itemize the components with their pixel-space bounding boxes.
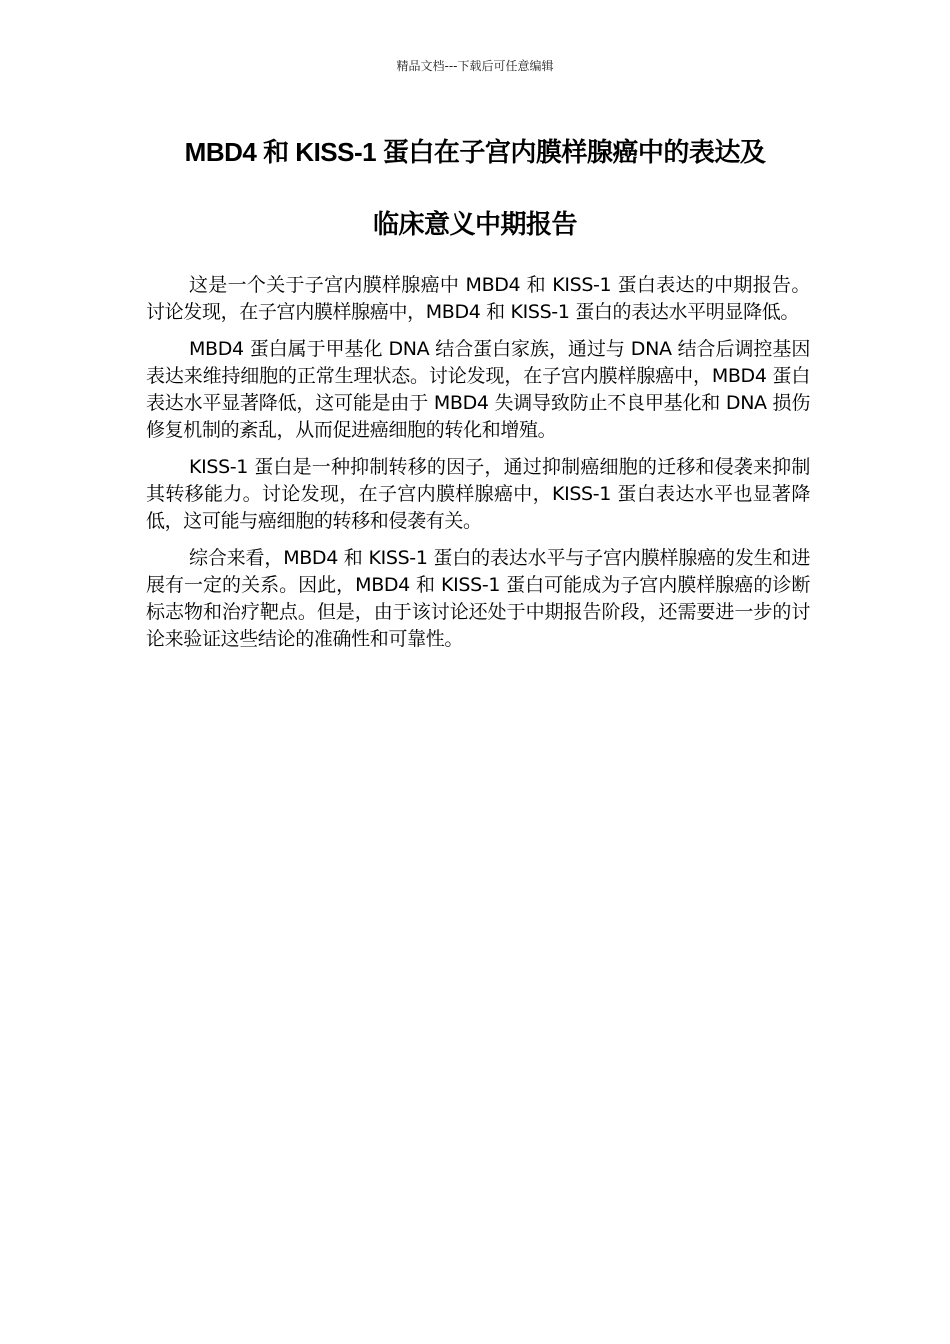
paragraph-kiss1: KISS-1 蛋白是一种抑制转移的因子，通过抑制癌细胞的迁移和侵袭来抑制其转移能力。讨论发现，在子宫内膜样腺癌中，KISS-1 蛋白表达水平也显著降低，这可能与癌细胞的转移和侵袭有关。 [146,456,810,532]
paragraph-mbd4: MBD4 蛋白属于甲基化 DNA 结合蛋白家族，通过与 DNA 结合后调控基因表达来维持细胞的正常生理状态。讨论发现，在子宫内膜样腺癌中，MBD4 蛋白表达水平显著降低，这可能是由于 MBD4 失调导致防止不良甲基化和 DNA 损伤修复机制的紊乱，从而促进癌细胞的转化和增殖。 [146,338,810,441]
paragraph-intro: 这是一个关于子宫内膜样腺癌中 MBD4 和 KISS-1 蛋白表达的中期报告。讨论发现，在子宫内膜样腺癌中，MBD4 和 KISS-1 蛋白的表达水平明显降低。 [146,274,810,323]
title-line-2: 临床意义中期报告 [372,209,577,239]
document-body [146,272,810,663]
title-line-1: MBD4 和 KISS-1 蛋白在子宫内膜样腺癌中的表达及 [184,137,766,167]
document-title [140,133,810,243]
header-note: 精品文档---下载后可任意编辑 [396,59,554,73]
paragraph-conclusion: 综合来看，MBD4 和 KISS-1 蛋白的表达水平与子宫内膜样腺癌的发生和进展有一定的关系。因此，MBD4 和 KISS-1 蛋白可能成为子宫内膜样腺癌的诊断标志物和治疗靶点。但是，由于该讨论还处于中期报告阶段，还需要进一步的讨论来验证这些结论的准确性和可靠性。 [146,547,810,650]
